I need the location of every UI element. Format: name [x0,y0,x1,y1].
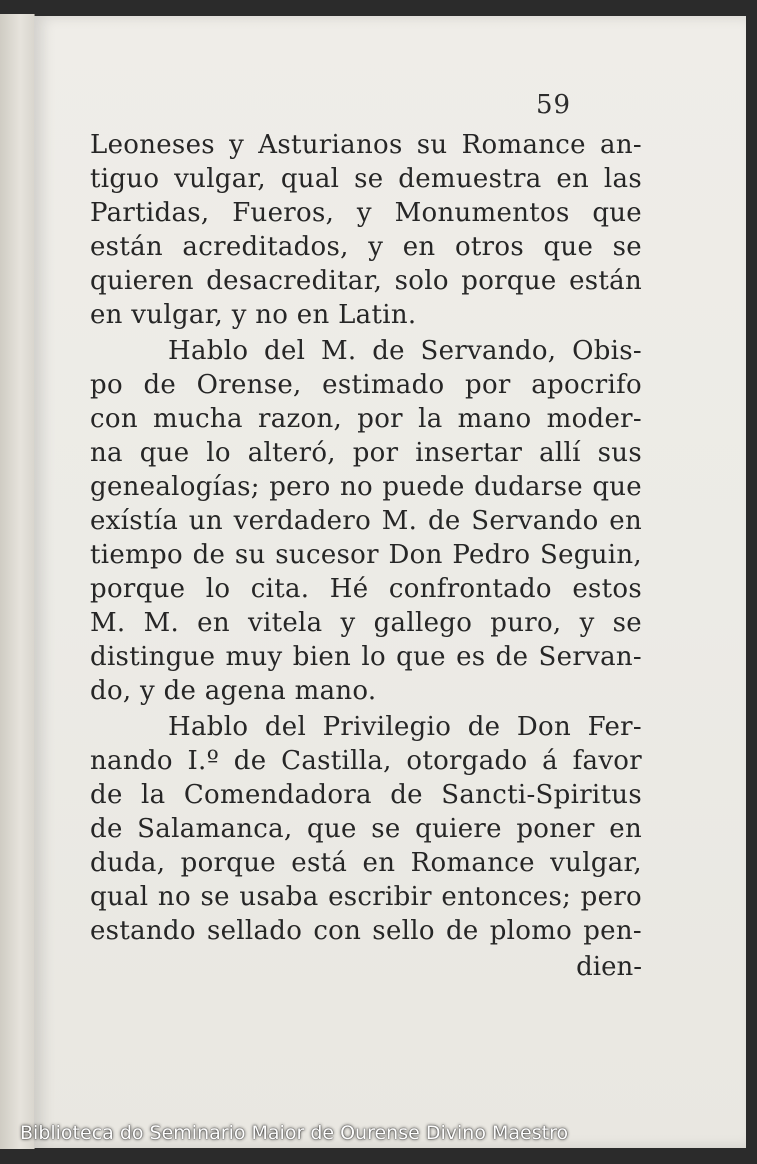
text-line: genealogías; pero no puede dudarse que [90,472,642,502]
text-line: exístía un verdadero M. de Servando en [90,506,642,536]
text-line: en vulgar, y no en Latin. [90,300,417,330]
text-line: po de Orense, estimado por apocrifo [90,370,642,400]
text-line: de la Comendadora de Sancti-Spiritus [90,780,642,810]
text-line: Partidas, Fueros, y Monumentos que [90,198,642,228]
text-line: distingue muy bien lo que es de Servan- [90,642,642,672]
text-line: tiguo vulgar, qual se demuestra en las [90,164,642,194]
paragraph-start-line: Hablo del Privilegio de Don Fer- [168,712,642,742]
text-line: Leoneses y Asturianos su Romance an- [90,130,642,160]
text-line: quieren desacreditar, solo porque están [90,266,642,296]
text-line: qual no se usaba escribir entonces; pero [90,882,642,912]
text-line: están acreditados, y en otros que se [90,232,642,262]
text-line: estando sellado con sello de plomo pen- [90,916,642,946]
paragraph-start-line: Hablo del M. de Servando, Obis- [168,336,642,366]
text-line: M. M. en vitela y gallego puro, y se [90,608,642,638]
facing-page-edge [0,14,35,1149]
text-line: tiempo de su sucesor Don Pedro Seguin, [90,540,642,570]
text-line: nando I.º de Castilla, otorgado á favor [90,746,642,776]
text-line: con mucha razon, por la mano moder- [90,404,642,434]
text-line: do, y de agena mano. [90,676,377,706]
text-line: de Salamanca, que se quiere poner en [90,814,642,844]
text-line: porque lo cita. Hé confrontado estos [90,574,642,604]
library-watermark: Biblioteca do Seminario Maior de Ourense Divino Maestro [20,1122,569,1144]
text-line: na que lo alteró, por insertar allí sus [90,438,642,468]
catchword: dien- [576,952,642,982]
text-line: duda, porque está en Romance vulgar, [90,848,642,878]
page-number: 59 [536,90,572,120]
